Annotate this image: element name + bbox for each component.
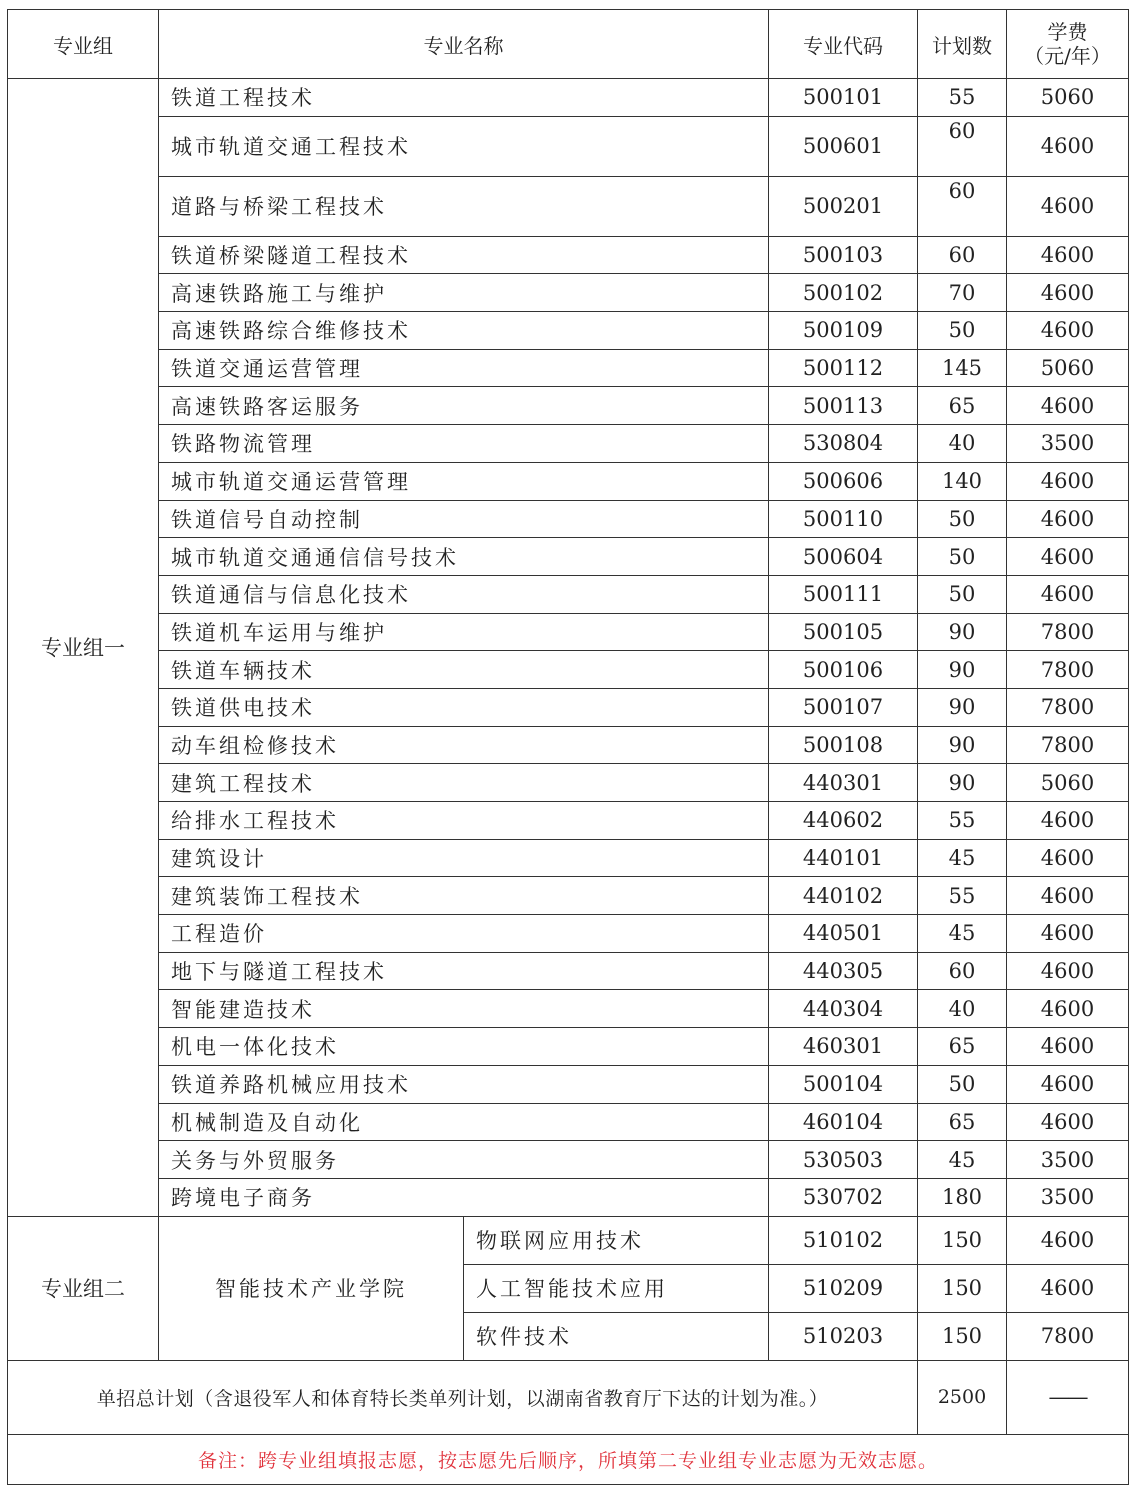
note-text: 备注：跨专业组填报志愿，按志愿先后顺序，所填第二专业组专业志愿为无效志愿。: [8, 1434, 1129, 1484]
tuition-fee: 4600: [1007, 116, 1129, 176]
table-row: [8, 236, 1129, 274]
plan-count: 60: [918, 116, 1007, 176]
plan-count: 65: [918, 1028, 1007, 1066]
header-fee-line2: （元/年）: [1024, 44, 1111, 68]
plan-count: 60: [918, 236, 1007, 274]
table-row: [8, 462, 1129, 500]
plan-count: 65: [918, 1103, 1007, 1141]
major-code: 440102: [769, 877, 918, 915]
major-code: 440101: [769, 839, 918, 877]
tuition-fee: 4600: [1007, 538, 1129, 576]
plan-count: 45: [918, 915, 1007, 953]
header-fee-line1: 学费: [1047, 20, 1088, 44]
table-row: [8, 538, 1129, 576]
plan-count: 40: [918, 990, 1007, 1028]
major-name: 人工智能技术应用: [464, 1264, 769, 1312]
major-code: 500109: [769, 312, 918, 350]
tuition-fee: 4600: [1007, 802, 1129, 840]
major-code: 500110: [769, 500, 918, 538]
plan-count: 45: [918, 1141, 1007, 1179]
table-row: [8, 425, 1129, 463]
major-name: 机电一体化技术: [159, 1028, 769, 1066]
tuition-fee: 7800: [1007, 726, 1129, 764]
plan-count: 150: [918, 1264, 1007, 1312]
tuition-fee: 4600: [1007, 176, 1129, 236]
major-code: 440602: [769, 802, 918, 840]
major-name: 道路与桥梁工程技术: [159, 176, 769, 236]
major-code: 440304: [769, 990, 918, 1028]
major-code: 440305: [769, 952, 918, 990]
major-name: 地下与隧道工程技术: [159, 952, 769, 990]
table-row: [8, 877, 1129, 915]
plan-count: 50: [918, 575, 1007, 613]
major-code: 500604: [769, 538, 918, 576]
major-name: 建筑工程技术: [159, 764, 769, 802]
tuition-fee: 3500: [1007, 425, 1129, 463]
tuition-fee: 7800: [1007, 1312, 1129, 1360]
major-name: 关务与外贸服务: [159, 1141, 769, 1179]
tuition-fee: 7800: [1007, 688, 1129, 726]
major-name: 铁路物流管理: [159, 425, 769, 463]
major-code: 530804: [769, 425, 918, 463]
header-row: [8, 10, 1129, 79]
tuition-fee: 3500: [1007, 1141, 1129, 1179]
major-code: 440501: [769, 915, 918, 953]
major-code: 500102: [769, 274, 918, 312]
major-name: 跨境电子商务: [159, 1178, 769, 1216]
major-name: 城市轨道交通运营管理: [159, 462, 769, 500]
major-name: 铁道供电技术: [159, 688, 769, 726]
plan-count: 90: [918, 613, 1007, 651]
major-code: 510102: [769, 1216, 918, 1264]
major-name: 物联网应用技术: [464, 1216, 769, 1264]
major-code: 500201: [769, 176, 918, 236]
total-plan: 2500: [918, 1360, 1007, 1434]
tuition-fee: 4600: [1007, 915, 1129, 953]
major-name: 高速铁路施工与维护: [159, 274, 769, 312]
plan-count: 55: [918, 79, 1007, 117]
major-code: 530702: [769, 1178, 918, 1216]
tuition-fee: 4600: [1007, 312, 1129, 350]
table-row: [8, 1178, 1129, 1216]
plan-count: 145: [918, 349, 1007, 387]
tuition-fee: 4600: [1007, 575, 1129, 613]
table-row: [8, 726, 1129, 764]
major-code: 500101: [769, 79, 918, 117]
plan-count: 45: [918, 839, 1007, 877]
major-code: 500104: [769, 1065, 918, 1103]
major-code: 500601: [769, 116, 918, 176]
plan-count: 65: [918, 387, 1007, 425]
major-code: 500105: [769, 613, 918, 651]
major-name: 铁道通信与信息化技术: [159, 575, 769, 613]
major-code: 530503: [769, 1141, 918, 1179]
major-name: 铁道信号自动控制: [159, 500, 769, 538]
plan-count: 90: [918, 651, 1007, 689]
tuition-fee: 4600: [1007, 952, 1129, 990]
major-code: 510209: [769, 1264, 918, 1312]
header-plan: 计划数: [918, 10, 1007, 79]
table-row: [8, 915, 1129, 953]
major-name: 铁道交通运营管理: [159, 349, 769, 387]
table-row: [8, 613, 1129, 651]
tuition-fee: 4600: [1007, 1065, 1129, 1103]
major-name: 建筑装饰工程技术: [159, 877, 769, 915]
table-row: [8, 176, 1129, 236]
table-row: [8, 349, 1129, 387]
major-name: 智能建造技术: [159, 990, 769, 1028]
plan-count: 55: [918, 802, 1007, 840]
group2-label: 专业组二: [8, 1216, 159, 1360]
major-code: 440301: [769, 764, 918, 802]
major-name: 软件技术: [464, 1312, 769, 1360]
plan-count: 140: [918, 462, 1007, 500]
major-code: 460104: [769, 1103, 918, 1141]
major-name: 动车组检修技术: [159, 726, 769, 764]
group1-label: 专业组一: [8, 79, 159, 1217]
college-name: 智能技术产业学院: [159, 1216, 464, 1360]
header-name: 专业名称: [159, 10, 769, 79]
major-name: 高速铁路客运服务: [159, 387, 769, 425]
table-row: [8, 688, 1129, 726]
note-row: [8, 1434, 1129, 1484]
table-row: [8, 1141, 1129, 1179]
table-row: [8, 1216, 1129, 1264]
plan-count: 180: [918, 1178, 1007, 1216]
table-row: [8, 116, 1129, 176]
major-name: 铁道养路机械应用技术: [159, 1065, 769, 1103]
tuition-fee: 7800: [1007, 651, 1129, 689]
table-row: [8, 387, 1129, 425]
major-name: 工程造价: [159, 915, 769, 953]
table-row: [8, 1065, 1129, 1103]
plan-count: 70: [918, 274, 1007, 312]
tuition-fee: 4600: [1007, 990, 1129, 1028]
tuition-fee: 5060: [1007, 79, 1129, 117]
plan-count: 90: [918, 688, 1007, 726]
table-row: [8, 1028, 1129, 1066]
major-code: 510203: [769, 1312, 918, 1360]
major-name: 给排水工程技术: [159, 802, 769, 840]
table-row: [8, 990, 1129, 1028]
tuition-fee: 4600: [1007, 877, 1129, 915]
plan-count: 90: [918, 764, 1007, 802]
plan-count: 50: [918, 312, 1007, 350]
major-code: 500108: [769, 726, 918, 764]
table-row: [8, 802, 1129, 840]
tuition-fee: 3500: [1007, 1178, 1129, 1216]
major-code: 460301: [769, 1028, 918, 1066]
tuition-fee: 4600: [1007, 1103, 1129, 1141]
table-row: [8, 500, 1129, 538]
major-name: 建筑设计: [159, 839, 769, 877]
total-label: 单招总计划（含退役军人和体育特长类单列计划，以湖南省教育厅下达的计划为准。）: [8, 1360, 918, 1434]
plan-count: 50: [918, 1065, 1007, 1103]
tuition-fee: 4600: [1007, 1216, 1129, 1264]
table-row: [8, 651, 1129, 689]
major-name: 铁道桥梁隧道工程技术: [159, 236, 769, 274]
plan-count: 40: [918, 425, 1007, 463]
plan-count: 60: [918, 952, 1007, 990]
major-name: 铁道机车运用与维护: [159, 613, 769, 651]
plan-count: 60: [918, 176, 1007, 236]
tuition-fee: 4600: [1007, 274, 1129, 312]
major-code: 500103: [769, 236, 918, 274]
table-row: [8, 952, 1129, 990]
tuition-fee: 4600: [1007, 839, 1129, 877]
tuition-fee: 4600: [1007, 387, 1129, 425]
table-row: [8, 575, 1129, 613]
tuition-fee: 4600: [1007, 1264, 1129, 1312]
table-row: [8, 1103, 1129, 1141]
total-row: [8, 1360, 1129, 1434]
table-row: [8, 274, 1129, 312]
total-fee: ——: [1007, 1360, 1129, 1434]
tuition-fee: 4600: [1007, 500, 1129, 538]
tuition-fee: 4600: [1007, 236, 1129, 274]
table-row: [8, 312, 1129, 350]
table-row: [8, 764, 1129, 802]
tuition-fee: 5060: [1007, 764, 1129, 802]
plan-count: 150: [918, 1312, 1007, 1360]
tuition-fee: 4600: [1007, 1028, 1129, 1066]
major-code: 500111: [769, 575, 918, 613]
major-code: 500113: [769, 387, 918, 425]
plan-count: 150: [918, 1216, 1007, 1264]
major-name: 铁道工程技术: [159, 79, 769, 117]
table-row: [8, 839, 1129, 877]
major-name: 城市轨道交通工程技术: [159, 116, 769, 176]
major-code: 500107: [769, 688, 918, 726]
plan-count: 90: [918, 726, 1007, 764]
major-code: 500606: [769, 462, 918, 500]
major-name: 城市轨道交通通信信号技术: [159, 538, 769, 576]
major-code: 500112: [769, 349, 918, 387]
tuition-fee: 5060: [1007, 349, 1129, 387]
major-code: 500106: [769, 651, 918, 689]
plan-count: 50: [918, 538, 1007, 576]
major-name: 机械制造及自动化: [159, 1103, 769, 1141]
admission-plan-table: [7, 9, 1129, 1485]
header-fee: [1007, 10, 1129, 79]
tuition-fee: 4600: [1007, 462, 1129, 500]
plan-count: 55: [918, 877, 1007, 915]
table-row: [8, 79, 1129, 117]
plan-count: 50: [918, 500, 1007, 538]
tuition-fee: 7800: [1007, 613, 1129, 651]
major-name: 铁道车辆技术: [159, 651, 769, 689]
header-code: 专业代码: [769, 10, 918, 79]
major-name: 高速铁路综合维修技术: [159, 312, 769, 350]
header-group: 专业组: [8, 10, 159, 79]
